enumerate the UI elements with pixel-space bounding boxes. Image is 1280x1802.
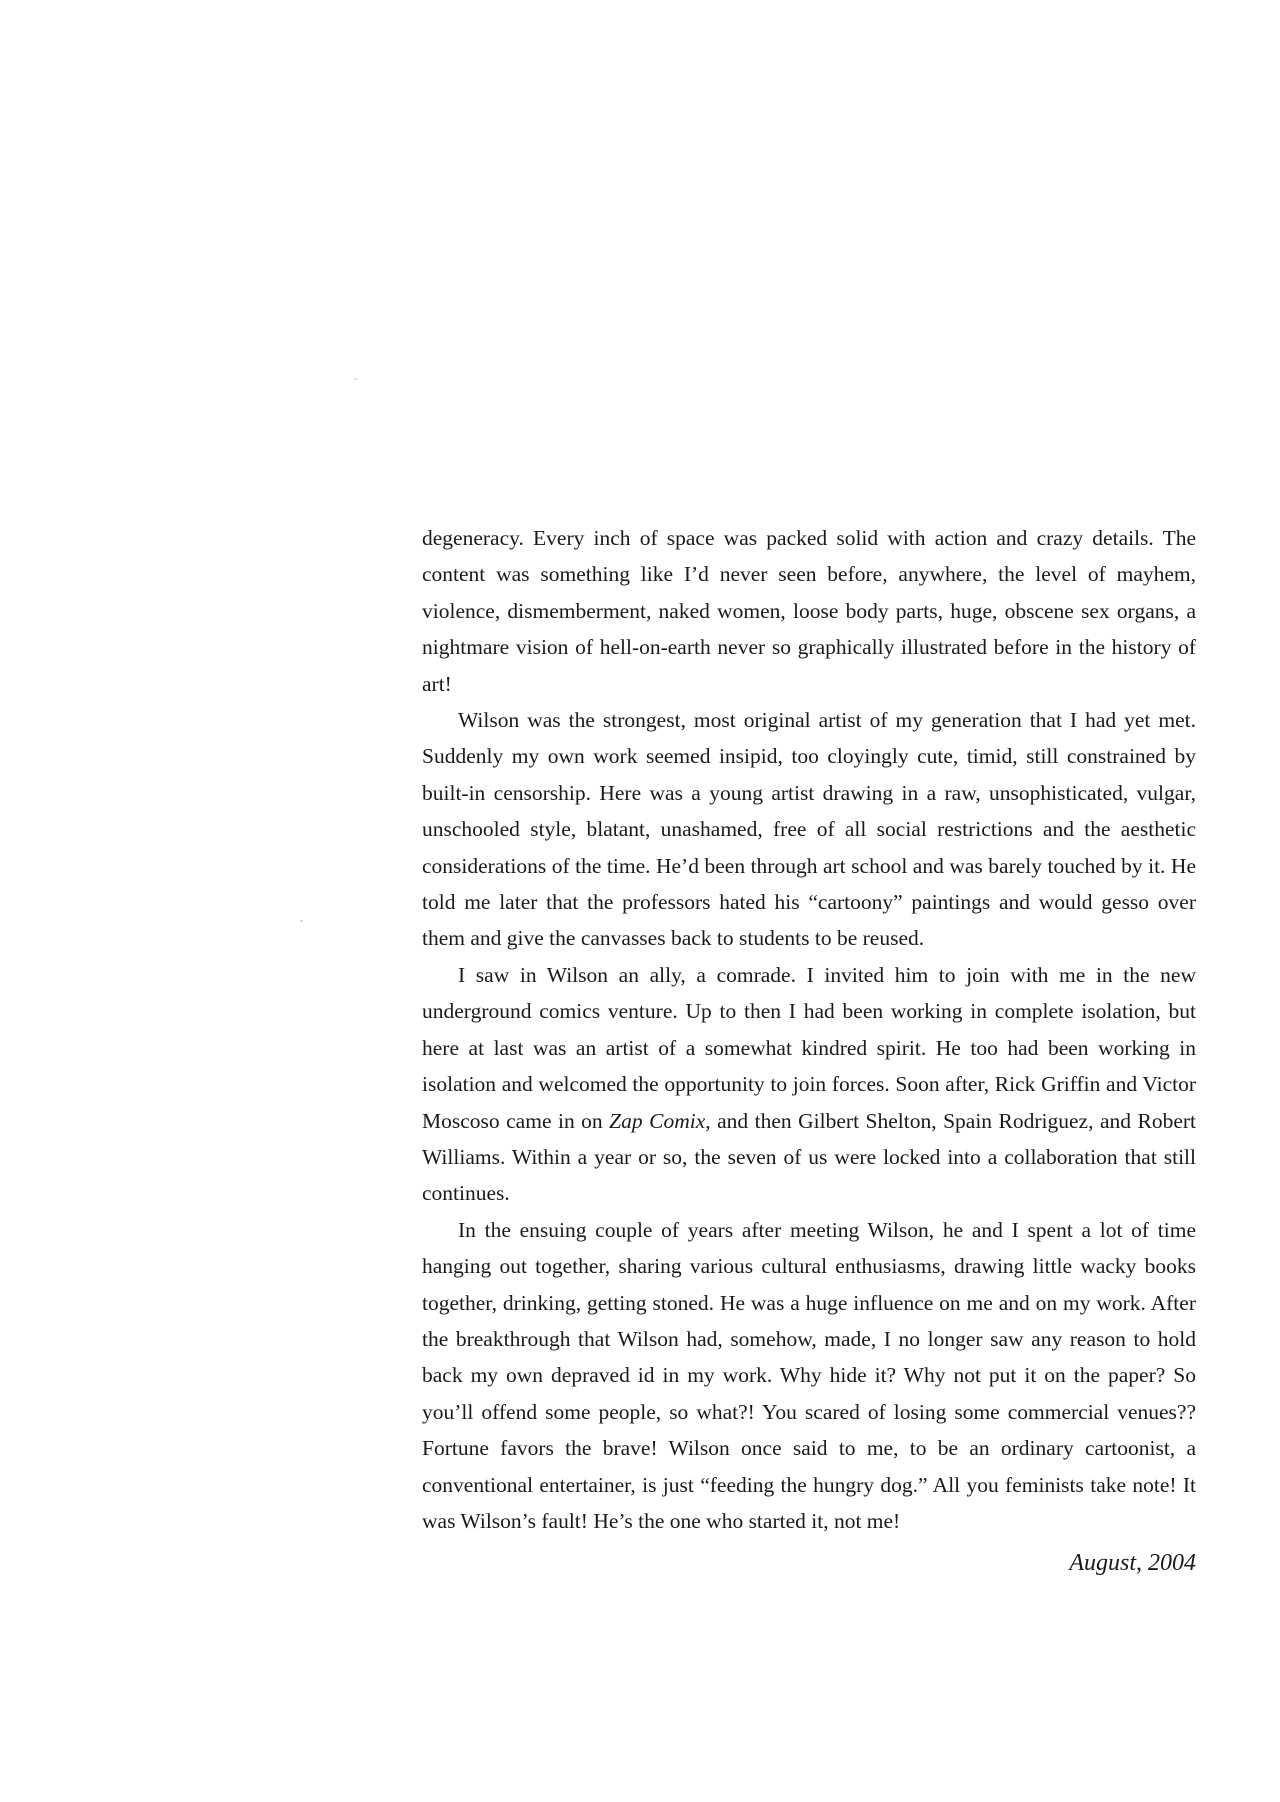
body-text xyxy=(422,520,1196,1581)
date-signature: August, 2004 xyxy=(1069,1550,1196,1577)
paragraph xyxy=(422,1212,1196,1540)
paragraph xyxy=(422,520,1196,702)
paragraph-list xyxy=(422,520,1196,1539)
paragraph-text: , and then Gilbert Shelton, Spain Rodriguez, and Robert Williams. Within a year or so, the seven of us were locked into a collaboration that still continues. xyxy=(422,1108,1197,1206)
italic-title: Zap Comix xyxy=(609,1108,706,1133)
scan-speck xyxy=(300,920,303,922)
paragraph-text: Wilson was the strongest, most original artist of my generation that I had yet met. Suddenly my own work seemed insipid, too cloyingly cute, timid, still constrained by built-in censorship. Here was a young artist drawing in a raw, unsophisticated, vulgar, unschooled style, blatant, unashamed, free of all social restrictions and the aesthetic considerations of the time. He’d been through art school and was barely touched by it. He told me later that the professors hated his “cartoony” paintings and would gesso over them and give the canvasses back to students to be reused. xyxy=(422,708,1196,951)
paragraph xyxy=(422,702,1196,957)
paragraph-text: degeneracy. Every inch of space was packed solid with action and crazy details. The content was something like I’d never seen before, anywhere, the level of mayhem, violence, dismemberment, naked women, loose body parts, huge, obscene sex organs, a nightmare vision of hell-on-earth never so graphically illustrated before in the history of art! xyxy=(422,526,1196,696)
paragraph xyxy=(422,957,1196,1212)
paragraph-text: In the ensuing couple of years after meeting Wilson, he and I spent a lot of time hanging out together, sharing various cultural enthusiasms, drawing little wacky books together, drinking, getting stoned. He was a huge influence on me and on my work. After the breakthrough that Wilson had, somehow, made, I no longer saw any reason to hold back my own depraved id in my work. Why hide it? Why not put it on the paper? So you’ll offend some people, so what?! You scared of losing some commercial venues?? Fortune favors the brave! Wilson once said to me, to be an ordinary cartoonist, a conventional entertainer, is just “feeding the hungry dog.” All you feminists take note! It was Wilson’s fault! He’s the one who started it, not me! xyxy=(422,1217,1196,1533)
paragraph-text: I saw in Wilson an ally, a comrade. I invited him to join with me in the new underground comics venture. Up to then I had been working in complete isolation, but here at last was an artist of a somewhat kindred spirit. He too had been working in isolation and welcomed the opportunity to join forces. Soon after, Rick Griffin and Victor Moscoso came in on xyxy=(422,962,1196,1133)
scan-speck xyxy=(354,378,357,380)
